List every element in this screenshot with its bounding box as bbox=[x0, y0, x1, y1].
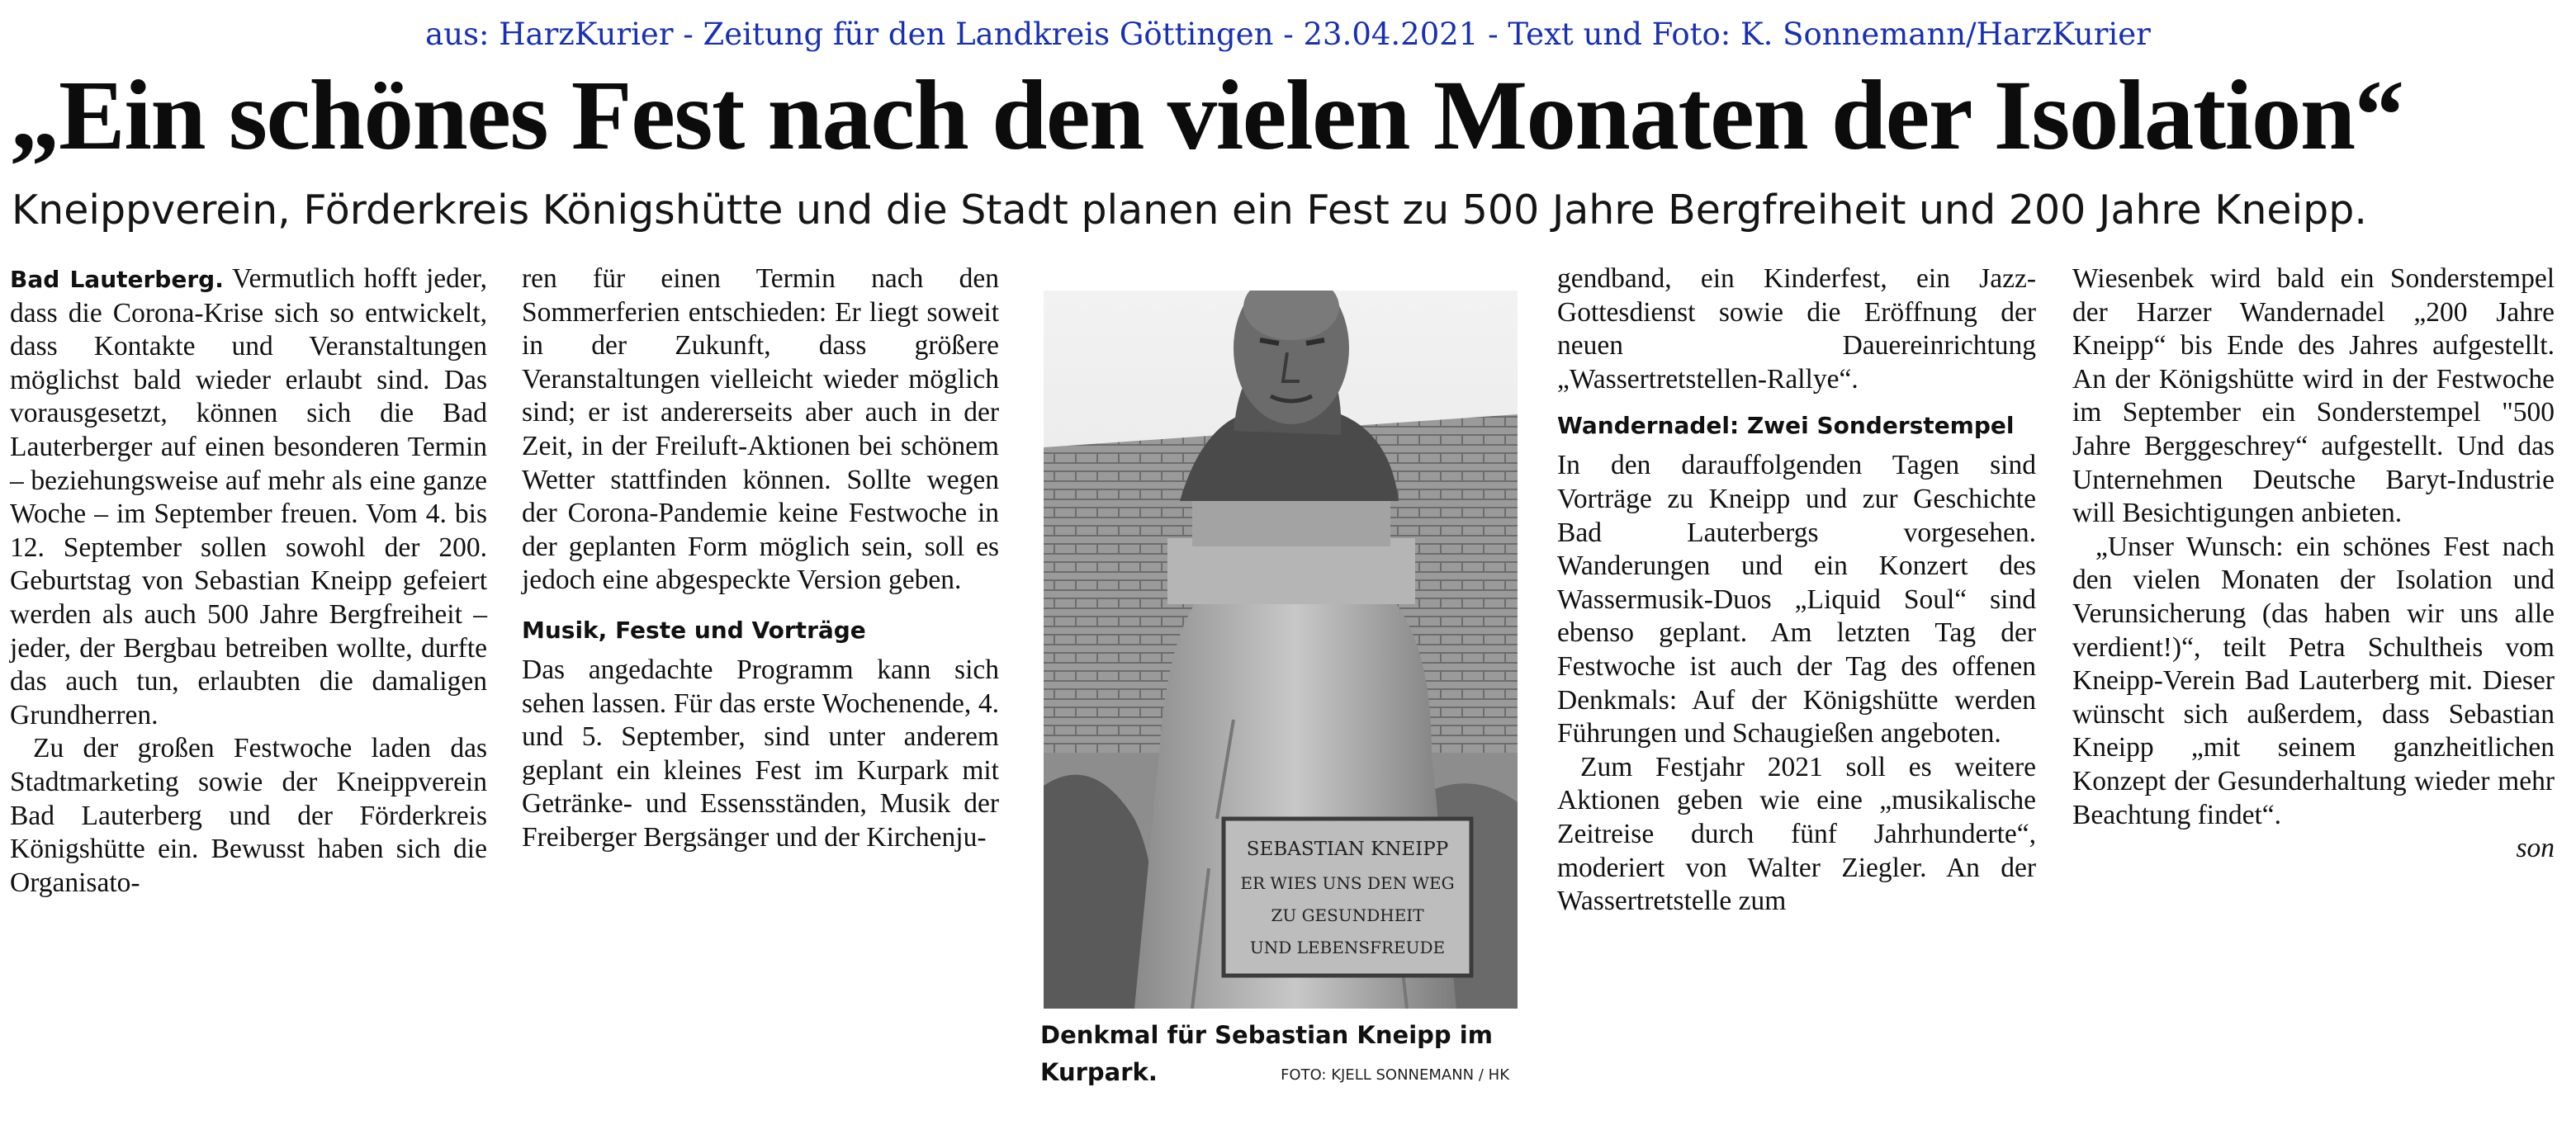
kneipp-bust-image bbox=[1044, 291, 1518, 1009]
article-column-1 bbox=[10, 262, 487, 900]
source-line: aus: HarzKurier - Zeitung für den Landkreis Göttingen - 23.04.2021 - Text und Foto: K. Sonnemann/HarzKurier bbox=[425, 17, 2151, 52]
monument-photo bbox=[1044, 291, 1518, 1009]
article-paragraph: gendband, ein Kinderfest, ein Jazz-Gottesdienst sowie die Eröffnung der neuen Dauereinrichtung „Wassertretstellen-Rallye“. bbox=[1557, 263, 2036, 395]
article-paragraph: Zu der großen Festwoche laden das Stadtmarketing sowie der Kneippverein Bad Lauterberg und der Förderkreis Königshütte ein. Bewusst haben sich die Organisato- bbox=[10, 733, 487, 898]
subheadline: Kneippverein, Förderkreis Königshütte und die Stadt planen ein Fest zu 500 Jahre Bergfreiheit und 200 Jahre Kneipp. bbox=[12, 187, 2367, 234]
author-signature: son bbox=[2516, 833, 2555, 864]
article-paragraph: Das angedachte Programm kann sich sehen lassen. Für das erste Wochenende, 4. und 5. September, sind unter anderem geplant ein kleines Fest im Kurpark mit Getränke- und Essensständen, Musik der Freiberger Bergsänger und der Kirchenju- bbox=[522, 654, 999, 853]
article-paragraph: Zum Festjahr 2021 soll es weitere Aktionen geben wie eine „musikalische Zeitreise durch fünf Jahrhunderte“, moderiert von Walter Ziegler. An der Wassertretstelle zum bbox=[1557, 751, 2036, 917]
photo-caption: Denkmal für Sebastian Kneipp im Kurpark. bbox=[1040, 1021, 1493, 1086]
article-column-5 bbox=[2072, 262, 2555, 866]
plaque-line: ZU GESUNDHEIT bbox=[1271, 905, 1424, 925]
article-paragraph: ren für einen Termin nach den Sommerferien entschieden: Er liegt soweit in der Zukunft, dass größere Veranstaltungen vielleicht wieder möglich sind; er ist andererseits aber auch in der Zeit, in der Freiluft-Aktionen bei schönem Wetter stattfinden können. Sollte wegen der Corona-Pandemie keine Festwoche in der geplanten Form möglich sein, soll es jedoch eine abgespeckte Version geben. bbox=[522, 263, 999, 596]
photo-credit: FOTO: KJELL SONNEMANN / HK bbox=[1281, 1066, 1509, 1084]
article-paragraph: „Unser Wunsch: ein schönes Fest nach den vielen Monaten der Isolation und Verunsicherung (das haben wir uns alle verdient!)“, teilt Petra Schultheis vom Kneipp-Verein Bad Lauterberg mit. Dieser wünscht sich außerdem, dass Sebastian Kneipp „mit seinem ganzheitlichen Konzept der Gesunderhaltung wieder mehr Beachtung findet“. bbox=[2072, 531, 2555, 830]
plaque-line: UND LEBENSFREUDE bbox=[1249, 938, 1446, 957]
section-heading: Musik, Feste und Vorträge bbox=[522, 616, 866, 644]
article-paragraph: In den darauffolgenden Tagen sind Vorträge zu Kneipp und zur Geschichte Bad Lauterbergs vorgesehen. Wanderungen und ein Konzert des Wassermusik-Duos „Liquid Soul“ sind ebenso geplant. Am letzten Tag der Festwoche ist auch der Tag des offenen Denkmals: Auf der Königshütte werden Führungen und Schaugießen angeboten. bbox=[1557, 450, 2036, 749]
article-column-2 bbox=[522, 262, 999, 855]
article-paragraph bbox=[10, 262, 487, 732]
plaque-line: SEBASTIAN KNEIPP bbox=[1246, 839, 1449, 860]
article-paragraph: Wiesenbek wird bald ein Sonderstempel der Harzer Wandernadel „200 Jahre Kneipp“ bis Ende des Jahres aufgestellt. An der Königshütte wird in der Festwoche im September ein Sonderstempel "500 Jahre Berggeschrey“ aufgestellt. Und das Unternehmen Deutsche Baryt-Industrie will Besichtigungen anbieten. bbox=[2072, 263, 2555, 529]
paragraph-text: Vermutlich hofft jeder, dass die Corona-Krise sich so entwickelt, dass Kontakte und Veranstaltungen möglichst bald wieder erlaubt sind. Das vorausgesetzt, können sich die Bad Lauterberger auf einen besonderen Termin – beziehungsweise auf mehr als eine ganze Woche – im September freuen. Vom 4. bis 12. September sollen sowohl der 200. Geburtstag von Sebastian Kneipp gefeiert werden als auch 500 Jahre Bergfreiheit – jeder, der Bergbau betreiben wollte, durfte das auch tun, erlaubten die damaligen Grundherren. bbox=[10, 263, 487, 730]
plaque-line: ER WIES UNS DEN WEG bbox=[1240, 873, 1455, 893]
article-column-4 bbox=[1557, 262, 2036, 919]
dateline: Bad Lauterberg. bbox=[10, 266, 224, 293]
headline: „Ein schönes Fest nach den vielen Monaten der Isolation“ bbox=[10, 60, 2403, 171]
section-heading: Wandernadel: Zwei Sonderstempel bbox=[1557, 412, 2015, 440]
